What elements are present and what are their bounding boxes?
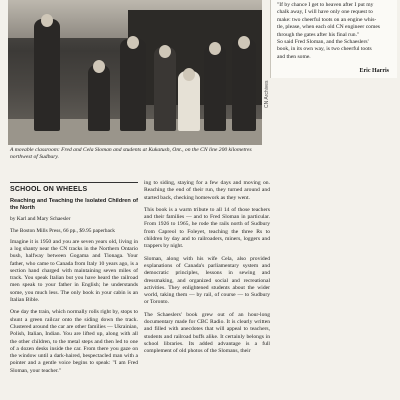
reviewer-signature: Eric Harris [359,68,389,74]
review-column-1 [10,180,138,380]
figure-child [120,39,146,131]
quote-line: book, in its own way, is two cheerful toots [277,46,372,53]
review-paragraph: The Schaeslers' book grew out of an hour-long documentary made for CBC Radio. It is clearly written and filled with anecdotes that will appeal to teachers, students and railroad buffs alike. It certainly belongs in school libraries. Its added advantage is a full complement of old photos of the Slomans, their [144,311,270,355]
quote-line: through the gates after his final run." [277,31,360,38]
figure-child [204,45,226,131]
figure-head [159,45,171,58]
review-paragraph: Imagine it is 1950 and you are seven years old, living in a log shanty near the CN tracks in the Northern Ontario bush, halfway between Gogama and Tionaga. Your father, who came to Canada from Italy 10 years ago, is a section hand charged with maintaining seven miles of track. You speak Italian but you have heard the railroad men speak to your father in English; he understands some, you much less. The only book in your cabin is an Italian Bible. [10,238,138,304]
figure-head [209,42,221,55]
figure-teacher [34,19,60,131]
review-paragraph: Sloman, along with his wife Cela, also provided explanations of Canada's parliamentary system and democratic principles, lessons in sewing and dressmaking, and organized social and recreational activities. They enlightened students about the wider world, taking them — by rail, of course — to Sudbury or Toronto. [144,255,270,306]
figure-child [154,47,176,131]
quote-line: make: two cheerful toots on an engine whis- [277,16,377,23]
review-paragraph: One day the train, which normally rolls right by, stops to shunt a green railcar onto the siding down the track. Clustered around the car are other families — Ukrainian, Polish, Italian, Indian. You are lifted up, along with all the other children, to the metal steps and then led to one of a dozen desks inside the car. From there you gaze on the window until a dark-haired, bespectacled man with a pointer and a gentle voice begins to speak: "I am Fred Sloman, your teacher." [10,309,138,374]
figure-child [232,39,256,131]
quote-line: and then some. [277,53,311,60]
figure-head [41,14,53,27]
figure-child [88,65,110,131]
figure-head [183,68,195,81]
quote-line: "If by chance I get to heaven after I put my [277,2,374,8]
book-publisher: The Boston Mills Press, 66 pp., $9.95 paperback [10,228,115,235]
photo-credit: CN Archives [264,80,270,108]
figure-head [127,36,139,49]
review-paragraph: This book is a warm tribute to all 14 of those teachers and their families — and to Fred Sloman in particular. From 1926 to 1965, he rode the rails north of Sudbury from Capreol to Foleyet, teaching the three Rs to children by day and to railroaders, miners, loggers and trappers by night. [144,206,270,250]
quote-line: So said Fred Sloman, and the Schaeslers' [277,39,369,45]
photo-caption: A movable classroom: Fred and Cela Sloman and students at Kukatush, Ont., on the CN line 200 kilometres northwest of Sudbury. [10,147,252,160]
review-paragraph: ing to siding, staying for a few days and moving on. Reaching the end of their run, they turned around and started back, checking homework as they went. [144,180,270,201]
review-column-2 [144,180,270,361]
book-subtitle: Reaching and Teaching the Isolated Children of the North [10,198,138,211]
section-rule [10,182,138,183]
quote-line: chalk away, I will have only one request to [277,9,373,16]
previous-review-ending [270,0,397,78]
figure-head [93,60,105,73]
section-title: SCHOOL ON WHEELS [10,186,88,193]
archival-photo [8,0,262,145]
quote-line: tle, please, when each old CN engineer comes [277,24,380,31]
figure-head [238,36,250,49]
book-author: by Karl and Mary Schaesler [10,216,71,223]
